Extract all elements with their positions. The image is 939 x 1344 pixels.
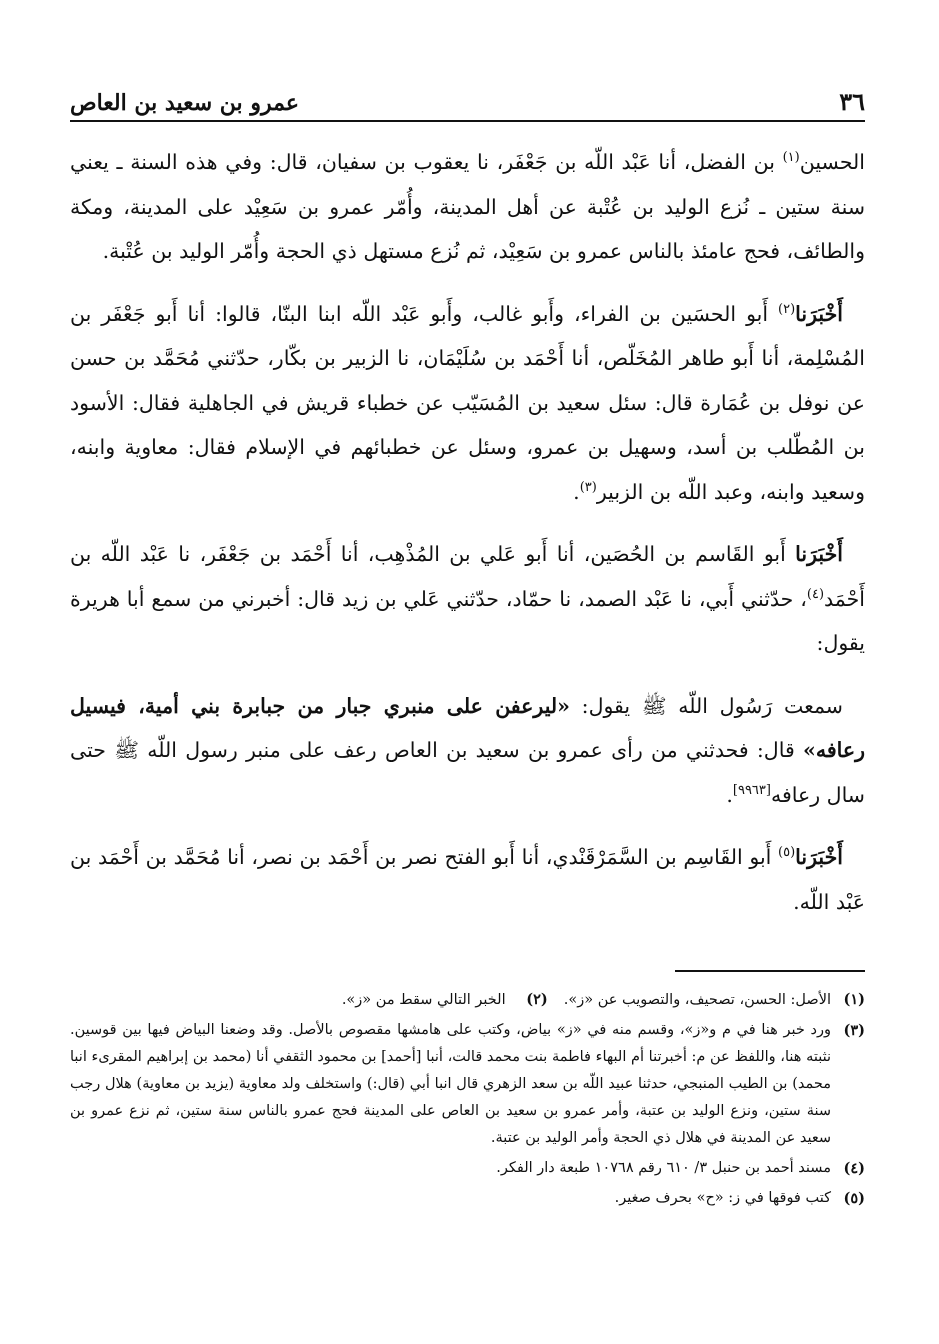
page-header bbox=[70, 82, 865, 122]
footnote-number: (٥) bbox=[843, 1190, 865, 1207]
text-segment: قال: فحدثني من رأى عمرو بن سعيد بن العاص رعف على منبر رسول اللّه ﷺ حتى سال رعافه bbox=[70, 738, 865, 807]
page-number: ٣٦ bbox=[839, 87, 865, 116]
footnote-number: (١) bbox=[843, 991, 865, 1008]
text-segment: سمعت رَسُول اللّه ﷺ يقول: bbox=[569, 693, 843, 718]
footnote-number-2: (٢) bbox=[526, 991, 548, 1008]
paragraph-3 bbox=[70, 532, 865, 666]
footnote-ref: (١) bbox=[782, 150, 800, 166]
hadith-quote: «ليرعفن على منبري جبار من جبابرة بني أمية، فيسيل رعافه» bbox=[70, 693, 865, 762]
paragraph-4 bbox=[70, 684, 865, 818]
footnote-number: (٤) bbox=[843, 1160, 865, 1177]
footnote-separator bbox=[675, 970, 865, 972]
footnote-text-1: الأصل: الحسن، تصحيف، والتصويب عن «ز». bbox=[563, 992, 831, 1008]
footnote-text bbox=[70, 986, 831, 1014]
footnote-item bbox=[70, 1017, 865, 1152]
running-title: عمرو بن سعيد بن العاص bbox=[70, 90, 299, 116]
text-segment: الحسين bbox=[799, 150, 865, 174]
footnote-ref: (٤) bbox=[806, 586, 825, 602]
main-text bbox=[70, 140, 865, 942]
footnote-ref: (٣) bbox=[579, 479, 597, 495]
footnote-item bbox=[70, 986, 865, 1014]
akhbarana-keyword: أَخْبَرَنا bbox=[795, 542, 843, 566]
text-segment: أَبو الحسَين بن الفراء، وأَبو غالب، وأَبو عَبْد اللّه ابنا البنّا، قالوا: أنا أَبو جَعْفَر بن المُسْلِمة، أنا أَبو طاهر المُخَلّص، أنا أَحْمَد بن سُلَيْمَان، نا الزبير بن بكّار، حدّثني مُحَمَّد بن حسن عن نوفل بن عُمَارة قال: سئل سعيد بن المُسَيّب عن خطباء قريش في الجاهلية فقال: الأسود بن المُطّلب بن أسد، وسهيل بن عمرو، وسئل عن خطبائهم في الإسلام فقال: معاوية وابنه، وسعيد وابنه، وعبد اللّه بن الزبير bbox=[70, 301, 865, 504]
text-segment: ، حدّثني أَبي، نا عَبْد الصمد، نا حمّاد، حدّثني عَلي بن زيد قال: أخبرني من سمع أبا هريرة يقول: bbox=[70, 586, 865, 655]
akhbarana-keyword: أَخْبَرَنا bbox=[795, 301, 843, 326]
paragraph-5 bbox=[70, 835, 865, 924]
footnote-text-2: الخبر التالي سقط من «ز». bbox=[341, 992, 506, 1008]
text-segment: أَبو القَاسِم بن السَّمَرْقَنْدي، أنا أَبو الفتح نصر بن أَحْمَد بن نصر، أنا مُحَمَّد بن أَحْمَد بن عَبْد اللّه. bbox=[70, 845, 865, 914]
akhbarana-keyword: أَخْبَرَنا bbox=[795, 845, 843, 869]
text-segment: أَبو القَاسم بن الحُصَين، أنا أَبو عَلي بن المُذْهِب، أنا أَحْمَد بن جَعْفَر، نا عَبْد اللّه بن أَحْمَد bbox=[70, 542, 865, 611]
hadith-number: [٩٩٦٣] bbox=[732, 782, 771, 798]
text-segment: . bbox=[573, 479, 580, 504]
footnote-item bbox=[70, 1155, 865, 1182]
footnote-text: كتب فوقها في ز: «ح» بحرف صغير. bbox=[614, 1190, 831, 1206]
footnote-ref: (٢) bbox=[778, 301, 796, 317]
footnote-item bbox=[70, 1185, 865, 1212]
text-segment: . bbox=[726, 782, 733, 807]
footnote-text: مسند أحمد بن حنبل ٣/ ٦١٠ رقم ١٠٧٦٨ طبعة دار الفكر. bbox=[496, 1160, 831, 1176]
footnote-number: (٣) bbox=[843, 1022, 865, 1039]
text-segment: بن الفضل، أنا عَبْد اللّه بن جَعْفَر، نا يعقوب بن سفيان، قال: وفي هذه السنة ـ يعني سنة ستين ـ نُزع الوليد بن عُتْبة عن أهل المدينة، وأُمّر عمرو بن سَعِيْد على المدينة، ومكة والطائف، فحج عامئذ بالناس عمرو بن سَعِيْد، ثم نُزع مستهل ذي الحجة وأُمّر الوليد بن عُتْبة. bbox=[70, 150, 865, 263]
footnote-ref: (٥) bbox=[778, 845, 796, 861]
paragraph-2 bbox=[70, 292, 865, 515]
footnote-text: ورد خبر هنا في م و«ز»، وقسم منه في «ز» بياض، وكتب على هامشها مقصوص بالأصل. وقد وضعنا البياض فيها بين قوسين. نثبته هنا، واللفظ عن م: أخبرتنا أم البهاء فاطمة بنت محمد قالت، أنبا [أحمد] بن محمود الثقفي أنا (محمد بن إبراهيم المقرىء انبا محمد) بن الطيب المنبجي، حدثنا عبيد اللّه بن سعد الزهري قال انبا أبي (قال:) واستخلف ولد معاوية (يزيد بن معاوية) هلال رجب سنة ستين، ونزع الوليد بن عتبة، وأمر عمرو بن سعيد بن العاص على المدينة فحج عمرو بالناس سنة ستين، ثم نزع عمرو بن سعيد عن المدينة في هلال ذي الحجة وأمر الوليد بن عتبة. bbox=[70, 1022, 831, 1146]
footnotes bbox=[70, 986, 865, 1215]
paragraph-1 bbox=[70, 140, 865, 274]
